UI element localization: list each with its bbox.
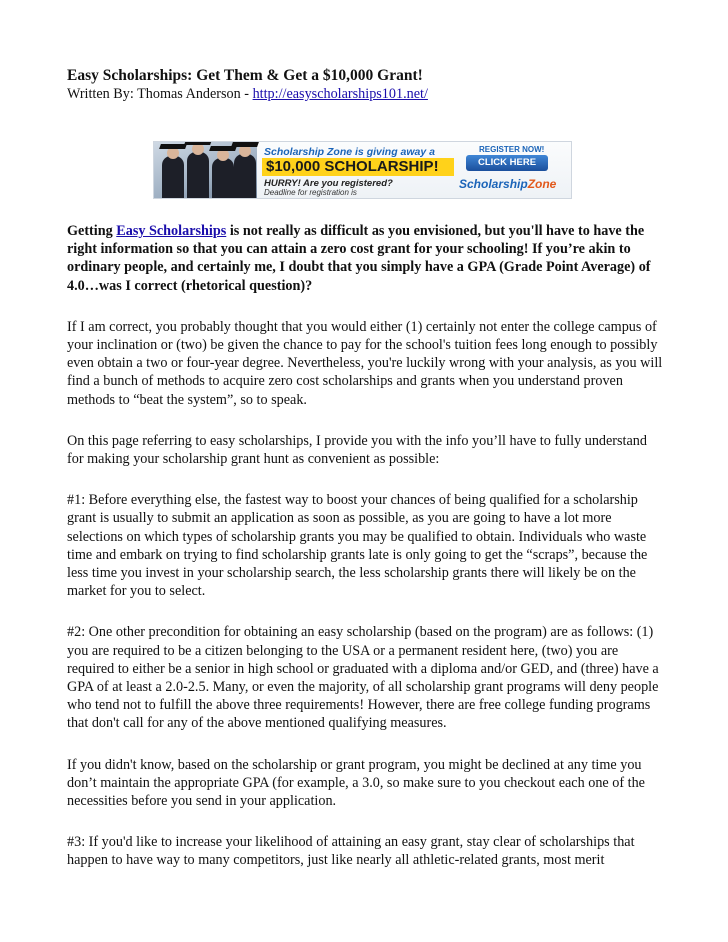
paragraph-2: If I am correct, you probably thought that you would either (1) certainly not enter the college campus of your inclination or (two) be given the chance to pay for the school's tuition fees long enough to possibly even obtain a two or four-year degree. Nevertheless, you're luckily wrong with your analysis, as you will find a bunch of methods to acquire zero cost scholarships and grants when you understand proven methods to “beat the system”, so to speak.: [67, 318, 663, 408]
article: [67, 66, 663, 870]
banner-click-button[interactable]: CLICK HERE: [466, 155, 548, 171]
easy-scholarships-link[interactable]: Easy Scholarships: [116, 223, 227, 239]
graduates-photo: [154, 142, 257, 198]
banner-register: REGISTER NOW!: [479, 145, 545, 154]
intro-text-start: Getting: [67, 223, 117, 239]
scholarship-banner-ad[interactable]: [153, 141, 572, 199]
graduate-figure: [162, 156, 184, 198]
graduate-figure: [187, 152, 209, 198]
paragraph-5: #2: One other precondition for obtaining an easy scholarship (based on the program) are as follows: (1) you are required to be a citizen belonging to the USA or a permanent resident here, (two) you are required to either be a senior in high school or graduated with a diploma and/or GED, and (three) have a GPA of at least a 2.0-2.5. Many, or even the majority, of all scholarship grant programs will deny people who tend not to fulfill the above three requirements! However, there are free college funding programs that don't call for any of the above mentioned qualifying measures.: [67, 624, 659, 732]
paragraph-7: #3: If you'd like to increase your likelihood of attaining an easy grant, stay clear of scholarships that happen to have way to many competitors, just like nearly all athletic-related grants, most merit: [67, 834, 635, 869]
graduate-figure: [234, 154, 256, 198]
page-title: Easy Scholarships: Get Them & Get a $10,000 Grant!: [67, 67, 423, 84]
intro-text-end: is not really as difficult as you envisioned, but you'll have to have the right information so that you can attain a zero cost grant for your schooling! If you’re akin to ordinary people, and certainly me, I doubt that you simply have a GPA (Grade Point Average) of 4.0…was I correct (rhetorical question)?: [67, 223, 651, 294]
banner-hurry: HURRY! Are you registered?: [264, 178, 393, 189]
byline-link[interactable]: http://easyscholarships101.net/: [252, 86, 428, 102]
byline-author: Written By: Thomas Anderson -: [67, 86, 253, 102]
graduate-figure: [212, 158, 234, 198]
logo-part-b: Zone: [527, 177, 557, 191]
banner-deadline: Deadline for registration is: [264, 188, 357, 197]
banner-amount: $10,000 SCHOLARSHIP!: [262, 158, 454, 176]
intro-paragraph: [67, 222, 663, 295]
paragraph-3: On this page referring to easy scholarships, I provide you with the info you’ll have to fully understand for making your scholarship grant hunt as convenient as possible:: [67, 432, 647, 468]
paragraph-6: If you didn't know, based on the scholarship or grant program, you might be declined at any time you don’t maintain the appropriate GPA (for example, a 3.0, so make sure to you checkout each one of the necessities before you send in your application.: [67, 756, 645, 810]
byline: [67, 85, 663, 103]
banner-headline: Scholarship Zone is giving away a: [264, 146, 435, 158]
paragraph-4: #1: Before everything else, the fastest way to boost your chances of being qualified for a scholarship grant is usually to submit an application as soon as possible, as you are going to have a lot more selections on which types of scholarship grants you may be qualified to obtain. Individuals who waste time and embark on trying to find scholarship grants late is only going to get the “scraps”, because the less time you invest in your scholarship search, the less scholarship grants there will likely be on the market for you to select.: [67, 492, 648, 600]
logo-part-a: Scholarship: [459, 177, 528, 191]
scholarshipzone-logo: [459, 177, 556, 191]
